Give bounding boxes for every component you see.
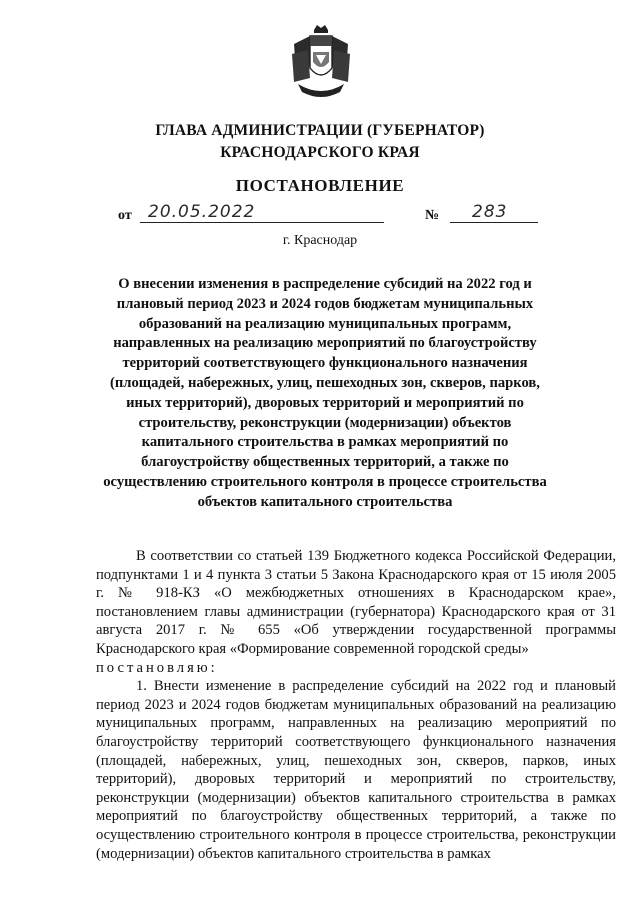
date-number-row [118,202,538,226]
resolve-word: постановляю: [96,659,218,676]
authority-line: КРАСНОДАРСКОГО КРАЯ [220,144,420,161]
number-label: № [425,208,440,223]
document-type: ПОСТАНОВЛЕНИЕ [235,176,405,195]
resolution-title: О внесении изменения в распределение субсидий на 2022 год и плановый период 2023 и 2024 годов бюджетам муниципальных образований на реализацию муниципальных программ, направленных на реализацию мероприятий по благоустройству территорий соответствующего функционального назначения (площадей, набережных, улиц, пешеходных зон, скверов, парков, иных территорий), дворовых территорий и мероприятий по строительству, реконструкции (модернизации) объектов капитального строительства в рамках мероприятий по благоустройству общественных территорий, а также по осуществлению строительного контроля в процессе строительства объектов капитального строительства [103,276,547,510]
authority-line: ГЛАВА АДМИНИСТРАЦИИ (ГУБЕРНАТОР) [155,122,485,139]
coat-of-arms-icon [288,22,354,102]
preamble-paragraph [96,547,616,659]
clause-1-text: 1. Внести изменение в распределение субсидий на 2022 год и плановый период 2023 и 2024 годов бюджетам муниципальных образований на реализацию муниципальных программ, направленных на реализацию мероприятий по благоустройству территорий соответствующего функционального назначения (площадей, набережных, улиц, пешеходных зон, скверов, парков, иных территорий), дворовых территорий и мероприятий по строительству, реконструкции (модернизации) объектов капитального строительства в рамках мероприятий по благоустройству общественных территорий, а также по осуществлению строительного контроля в процессе строительства, реконструкции (модернизации) объектов капитального строительства в рамках [96,678,616,862]
city: г. Краснодар [282,233,358,248]
date-field [140,202,384,223]
date-label: от [118,208,132,223]
issuing-authority [0,120,640,164]
handwritten-number: 283 [472,202,508,222]
handwritten-date: 20.05.2022 [148,202,256,222]
document-body [96,547,616,863]
resolve-line [96,659,616,678]
number-field [450,202,538,223]
clause-1-paragraph [96,677,616,863]
preamble-text: В соответствии со статьей 139 Бюджетного кодекса Российской Федерации, подпунктами 1 и 4 пункта 3 статьи 5 Закона Краснодарского края от 15 июля 2005 г. № 918-КЗ «О межбюджетных отношениях в Краснодарском крае», постановлением главы администрации (губернатора) Краснодарского края от 31 августа 2017 г. № 655 «Об утверждении государственной программы Краснодарского края «Формирование современной городской среды» [96,548,616,657]
